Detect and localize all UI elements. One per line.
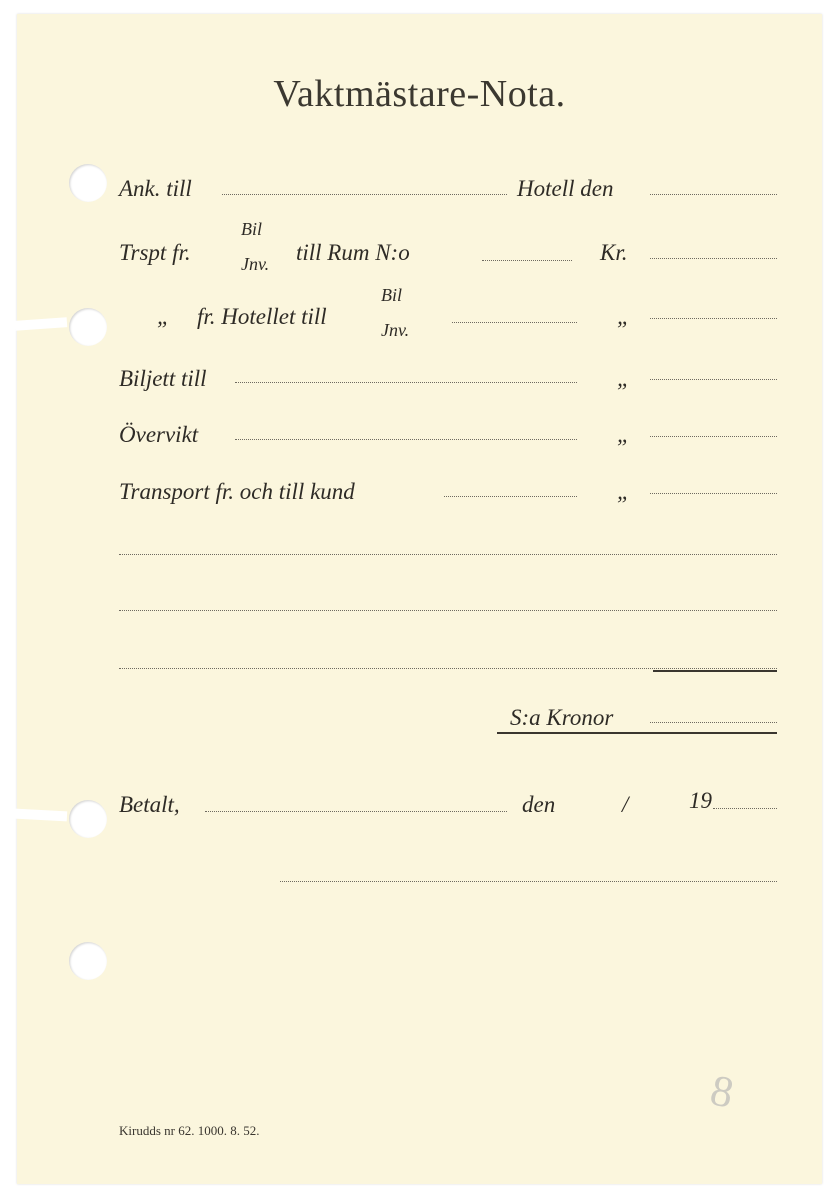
blank-line-3[interactable] [119, 668, 777, 669]
arrival-field[interactable] [222, 194, 507, 195]
paid-label: Betalt, [119, 792, 180, 817]
ditto-mark: „ [617, 366, 630, 391]
ditto-mark: „ [617, 304, 630, 329]
car-option: Bil [381, 285, 402, 305]
transport-amount-field[interactable] [650, 258, 777, 259]
blank-line-1[interactable] [119, 554, 777, 555]
overweight-amount-field[interactable] [650, 436, 777, 437]
torn-edge [15, 317, 68, 331]
form-title: Vaktmästare-Nota. [273, 73, 566, 115]
torn-edge [15, 809, 67, 822]
from-hotel-label: fr. Hotellet till [197, 304, 327, 329]
total-label: S:a Kronor [510, 705, 614, 730]
punch-hole-3 [69, 800, 107, 838]
ticket-amount-field[interactable] [650, 379, 777, 380]
from-hotel-destination-field[interactable] [452, 322, 577, 323]
hotel-date-label: Hotell den [517, 176, 614, 201]
year-field[interactable] [713, 808, 777, 809]
ditto-mark: „ [157, 304, 170, 329]
ditto-mark: „ [617, 422, 630, 447]
pencil-mark: 8 [706, 1065, 738, 1118]
punch-hole-4 [69, 942, 107, 980]
currency-label: Kr. [600, 240, 628, 265]
form-sheet [17, 14, 822, 1184]
blank-line-2[interactable] [119, 610, 777, 611]
hotel-date-field[interactable] [650, 194, 777, 195]
room-number-label: till Rum N:o [296, 240, 410, 265]
total-amount-field[interactable] [650, 722, 777, 723]
transport-label: Trspt fr. [119, 240, 191, 265]
sum-underline [653, 670, 777, 672]
date-separator: / [622, 792, 629, 817]
arrival-label: Ank. till [119, 176, 192, 201]
ticket-label: Biljett till [119, 366, 207, 391]
rail-option: Jnv. [381, 320, 410, 340]
overweight-field[interactable] [235, 439, 577, 440]
signature-line[interactable] [280, 881, 777, 882]
punch-hole-2 [69, 308, 107, 346]
paid-field[interactable] [205, 811, 507, 812]
from-hotel-amount-field[interactable] [650, 318, 777, 319]
year-prefix: 19 [689, 788, 712, 813]
overweight-label: Övervikt [119, 422, 199, 447]
date-label: den [522, 792, 556, 817]
room-number-field[interactable] [482, 260, 572, 261]
customer-transport-field[interactable] [444, 496, 577, 497]
ticket-destination-field[interactable] [235, 382, 577, 383]
ditto-mark: „ [617, 479, 630, 504]
printer-imprint: Kirudds nr 62. 1000. 8. 52. [119, 1123, 260, 1138]
punch-hole-1 [69, 164, 107, 202]
customer-transport-amount-field[interactable] [650, 493, 777, 494]
total-underline [497, 732, 777, 734]
rail-option: Jnv. [241, 254, 270, 274]
customer-transport-label: Transport fr. och till kund [119, 479, 355, 504]
car-option: Bil [241, 219, 262, 239]
